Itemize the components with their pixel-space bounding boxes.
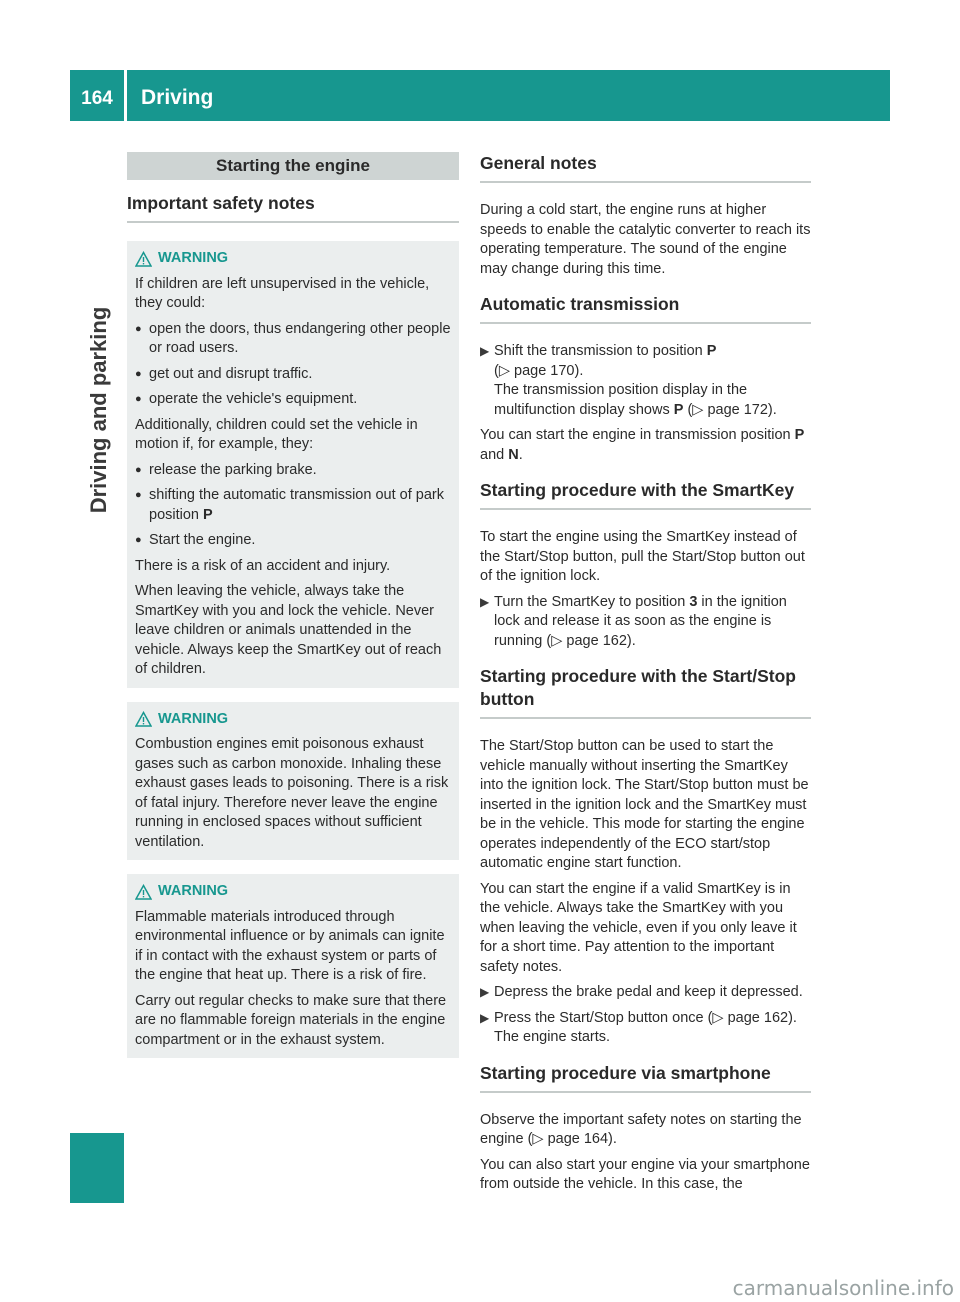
- warning-text-2: Carry out regular checks to make sure that there are no flammable foreign materials in the engine compartment or in the exhaust system.: [135, 992, 447, 1048]
- page-reference-link[interactable]: (▷ page 172).: [687, 401, 777, 418]
- section-smartkey: [480, 479, 811, 651]
- right-column: [480, 152, 811, 1209]
- warning-text: Flammable materials introduced through environmental influence or by animals can ignite if in contact with the exhaust system or parts of the engine that heat up. There is a risk of fire.: [135, 908, 445, 983]
- header-divider: [124, 70, 127, 121]
- heading-start-stop: Starting procedure with the Start/Stop button: [480, 665, 811, 719]
- list-item: ● operate the vehicle's equipment.: [135, 390, 451, 410]
- warning-title: WARNING: [135, 882, 451, 902]
- smartphone-text-1: Observe the important safety notes on starting the engine (▷ page 164).: [480, 1111, 802, 1147]
- arrow-step-icon: ▶: [480, 344, 490, 358]
- warning-title: WARNING: [135, 710, 451, 730]
- warning-intro: If children are left unsupervised in the vehicle, they could:: [135, 275, 430, 311]
- heading-smartkey: Starting procedure with the SmartKey: [480, 479, 811, 510]
- warning-box-flammable: [127, 874, 459, 1058]
- arrow-step-icon: ▶: [480, 594, 490, 609]
- page-number: 164: [81, 88, 113, 109]
- section-smartphone: [480, 1062, 811, 1195]
- list-item: ● release the parking brake.: [135, 461, 451, 481]
- warning-title: WARNING: [135, 249, 451, 269]
- warning-triangle-icon: [135, 884, 152, 900]
- heading-smartphone: Starting procedure via smartphone: [480, 1062, 811, 1093]
- list-item: ● get out and disrupt traffic.: [135, 365, 451, 385]
- side-chapter-label: [84, 220, 114, 600]
- page-reference-link[interactable]: (▷ page 170).: [494, 362, 584, 379]
- list-item: ▶ Press the Start/Stop button once (▷ page 162). The engine starts.: [480, 1009, 811, 1048]
- list-item: ▶ Depress the brake pedal and keep it depressed.: [480, 983, 811, 1003]
- warning-triangle-icon: [135, 251, 152, 267]
- section-bar: Starting the engine: [127, 152, 459, 180]
- bullet-icon: ●: [135, 322, 142, 335]
- section-general-notes: [480, 152, 811, 279]
- warning-advice: When leaving the vehicle, always take the SmartKey with you and lock the vehicle. Never leave children or animals unattended in the vehicle. Always keep the SmartKey out of reach of children.: [135, 583, 442, 677]
- warning-mid: Additionally, children could set the vehicle in motion if, for example, they:: [135, 416, 418, 452]
- bullet-icon: ●: [135, 489, 142, 501]
- automatic-note: You can start the engine in transmission position P and N.: [480, 427, 805, 463]
- left-column: [127, 152, 459, 1072]
- heading-important-safety: Important safety notes: [127, 192, 459, 223]
- arrow-step-icon: ▶: [480, 1010, 490, 1025]
- section-start-stop: [480, 665, 811, 1048]
- warning-box-children: [127, 241, 459, 688]
- smartkey-text: To start the engine using the SmartKey instead of the Start/Stop button, pull the Start/Stop button out of the ignition lock.: [480, 529, 805, 584]
- side-tab-marker: [70, 1133, 124, 1203]
- bullet-icon: ●: [135, 393, 142, 405]
- watermark: carmanualsonline.info: [732, 1276, 954, 1300]
- general-notes-text: During a cold start, the engine runs at higher speeds to enable the catalytic converter to reach its operating temperature. The sound of the engine may change during this time.: [480, 202, 811, 277]
- list-item: ● open the doors, thus endangering other people or road users.: [135, 320, 451, 359]
- list-item: ● Start the engine.: [135, 531, 451, 551]
- heading-general-notes: General notes: [480, 152, 811, 183]
- start-stop-text-2: You can start the engine if a valid SmartKey is in the vehicle. Always take the SmartKey with you when leaving the vehicle, even if you only leave it for a short time. Pay attention to the important safety notes.: [480, 880, 797, 975]
- heading-automatic-transmission: Automatic transmission: [480, 293, 811, 324]
- bullet-icon: ●: [135, 463, 142, 476]
- list-item: ▶ Turn the SmartKey to position 3 in the ignition lock and release it as soon as the engine is running (▷ page 162).: [480, 593, 811, 652]
- section-automatic-transmission: [480, 293, 811, 465]
- warning-triangle-icon: [135, 711, 152, 727]
- start-stop-text-1: The Start/Stop button can be used to start the vehicle manually without inserting the SmartKey into the ignition lock. The Start/Stop button must be inserted in the ignition lock and the SmartKey must be in the vehicle. This mode for starting the engine operates independently of the ECO start/stop automatic engine start function.: [480, 738, 809, 871]
- bullet-icon: ●: [135, 534, 142, 546]
- side-chapter-label-text: Driving and parking: [86, 306, 111, 514]
- warning-text: Combustion engines emit poisonous exhaust gases such as carbon monoxide. Inhaling these exhaust gases leads to poisoning. There is a risk of fatal injury. Therefore never leave the engine running in enclosed spaces without sufficient ventilation.: [135, 736, 449, 850]
- warning-box-exhaust: [127, 702, 459, 861]
- warning-risk: There is a risk of an accident and injury.: [135, 557, 391, 574]
- list-item: ● shifting the automatic transmission out of park position P: [135, 486, 451, 525]
- list-item: ▶ Shift the transmission to position P (▷ page 170). The transmission position display in the multifunction display shows P (▷ page 172).: [480, 342, 811, 420]
- chapter-title: Driving: [141, 86, 214, 109]
- smartphone-text-2: You can also start your engine via your smartphone from outside the vehicle. In this case, the: [480, 1156, 810, 1192]
- arrow-step-icon: ▶: [480, 985, 490, 999]
- bullet-icon: ●: [135, 367, 142, 380]
